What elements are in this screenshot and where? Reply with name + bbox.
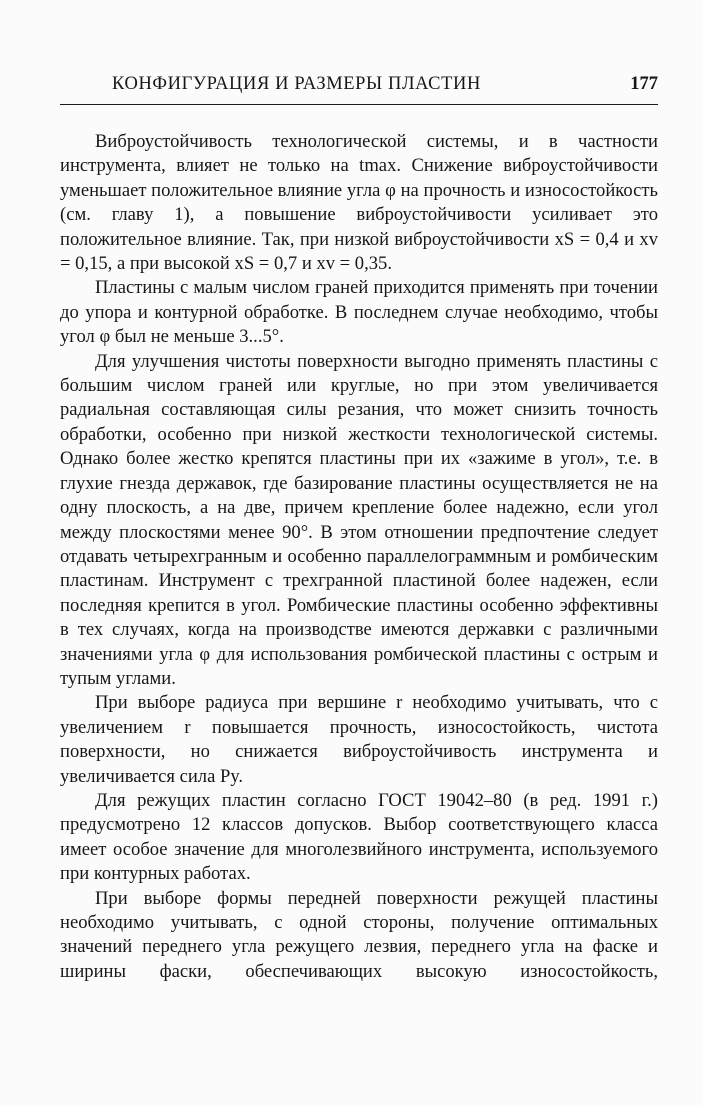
header-title: КОНФИГУРАЦИЯ И РАЗМЕРЫ ПЛАСТИН: [112, 74, 481, 94]
paragraph-tolerance-classes: Для режущих пластин согласно ГОСТ 19042–80 (в ред. 1991 г.) предусмотрено 12 классов допусков. Выбор соответствующего класса имеет особое значение для многолезвийного инструмента, используемого при контурных работах.: [60, 789, 658, 885]
body-text: [60, 130, 658, 984]
paragraph-surface-finish: Для улучшения чистоты поверхности выгодно применять пластины с большим числом граней или круглые, но при этом увеличивается радиальная составляющая силы резания, что может снизить точность обработки, особенно при низкой жесткости технологической системы. Однако более жестко крепятся пластины при их «зажиме в угол», т.е. в глухие гнезда державок, где базирование пластины осуществляется не на одну плоскость, а на две, причем крепление более надежно, если угол между плоскостями менее 90°. В этом отношении предпочтение следует отдавать четырехгранным и особенно параллелограммным и ромбическим пластинам. Инструмент с трехгранной пластиной более надежен, если последняя крепится в угол. Ромбические пластины особенно эффективны в тех случаях, когда на производстве имеются державки с различными значениями угла φ для использования ромбической пластины с острым и тупым углами.: [60, 350, 658, 689]
page-number: 177: [630, 74, 658, 94]
paragraph-vibration-resistance: Виброустойчивость технологической системы, и в частности инструмента, влияет не только на tmax. Снижение виброустойчивости уменьшает положительное влияние угла φ на прочность и износостойкость (см. главу 1), а повышение виброустойчивости усиливает это положительное влияние. Так, при низкой виброустойчивости xS = 0,4 и xv = 0,15, а при высокой xS = 0,7 и xv = 0,35.: [60, 131, 658, 275]
running-header: [60, 74, 658, 105]
paragraph-few-faces-inserts: Пластины с малым числом граней приходится применять при точении до упора и контурной обработке. В последнем случае необходимо, чтобы угол φ был не меньше 3...5°.: [60, 277, 658, 348]
paragraph-rake-face-shape: При выборе формы передней поверхности режущей пластины необходимо учитывать, с одной стороны, получение оптимальных значений переднего угла режущего лезвия, переднего угла на фаске и ширины фаски, обеспечивающих высокую износостойкость,: [60, 887, 658, 982]
paragraph-nose-radius: При выборе радиуса при вершине r необходимо учитывать, что с увеличением r повышается прочность, износостойкость, чистота поверхности, но снижается виброустойчивость инструмента и увеличивается сила Py.: [60, 692, 658, 787]
